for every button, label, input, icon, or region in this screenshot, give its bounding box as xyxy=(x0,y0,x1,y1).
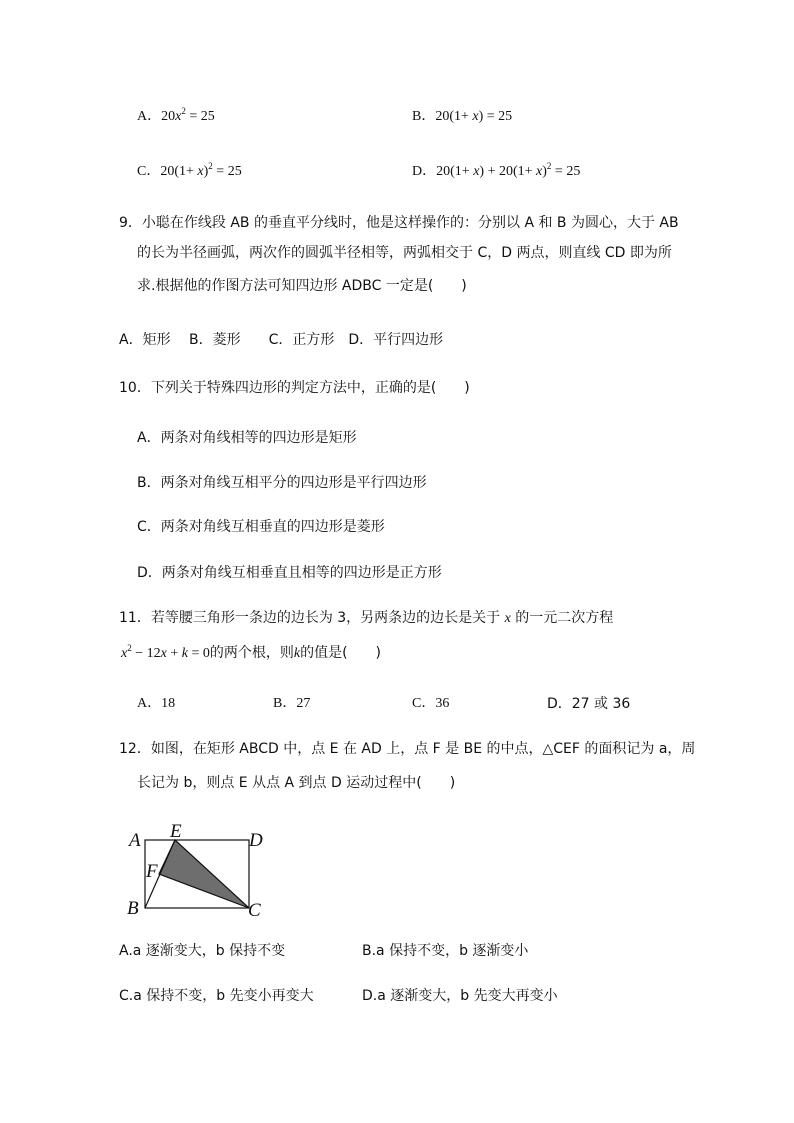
q8-option-c: C．$20(1+ x)^2 = 25$ xyxy=(137,161,242,179)
q9-stem-line2: 的长为半径画弧，两次作的圆弧半径相等，两弧相交于 C，D 两点，则直线 CD 即为所 xyxy=(137,245,672,261)
q8-option-b: B．20(1+ x) = 25 xyxy=(412,109,513,124)
q11-stem-line2: $x^2 - 12x + k = 0$的两个根，则k的值是( ) xyxy=(121,643,382,661)
label-a: A xyxy=(129,830,141,851)
q11-option-c: C．36 xyxy=(412,696,450,711)
q9-stem-line3: 求.根据他的作图方法可知四边形 ADBC 一定是( ) xyxy=(137,278,467,294)
q8-option-a: A．$20x^2 = 25$ xyxy=(137,106,215,124)
q9-options: A．矩形 B．菱形 C．正方形 D．平行四边形 xyxy=(119,332,444,348)
label-f: F xyxy=(146,861,158,882)
q11-option-d: D．27 或 36 xyxy=(547,696,631,712)
q12-option-a: A.a 逐渐变大，b 保持不变 xyxy=(119,943,286,959)
q10-option-d: D．两条对角线互相垂直且相等的四边形是正方形 xyxy=(137,565,442,581)
triangle-cef-shaded xyxy=(159,840,249,908)
q10-option-b: B．两条对角线互相平分的四边形是平行四边形 xyxy=(137,475,427,491)
q12-option-d: D.a 逐渐变大，b 先变大再变小 xyxy=(362,988,558,1004)
label-e: E xyxy=(170,822,182,842)
q10-option-c: C．两条对角线互相垂直的四边形是菱形 xyxy=(137,519,385,535)
q12-stem-line2: 长记为 b，则点 E 从点 A 到点 D 运动过程中( ) xyxy=(137,775,456,791)
q8-option-d: D．$20(1+ x) + 20(1+ x)^2 = 25$ xyxy=(412,161,581,179)
q11-stem-line1: 11．若等腰三角形一条边的边长为 3，另两条边的边长是关于 x 的一元二次方程 xyxy=(119,610,614,626)
label-b: B xyxy=(127,898,139,919)
q12-stem-line1: 12．如图，在矩形 ABCD 中，点 E 在 AD 上，点 F 是 BE 的中点，△CEF 的面积记为 a，周 xyxy=(119,741,696,757)
q12-option-c: C.a 保持不变，b 先变小再变大 xyxy=(119,988,314,1004)
rectangle-figure xyxy=(118,822,278,922)
label-c: C xyxy=(248,900,261,921)
q10-stem: 10．下列关于特殊四边形的判定方法中，正确的是( ) xyxy=(119,380,470,396)
q11-option-a: A．18 xyxy=(137,696,176,711)
q11-option-b: B．27 xyxy=(273,696,311,711)
q9-stem-line1: 9．小聪在作线段 AB 的垂直平分线时，他是这样操作的：分别以 A 和 B 为圆心，大于 AB xyxy=(119,215,679,231)
q12-option-b: B.a 保持不变，b 逐渐变小 xyxy=(362,943,529,959)
label-d: D xyxy=(249,830,263,851)
q11-equation: $x^2 - 12x + k = 0$ xyxy=(121,643,210,661)
q10-option-a: A．两条对角线相等的四边形是矩形 xyxy=(137,430,357,446)
